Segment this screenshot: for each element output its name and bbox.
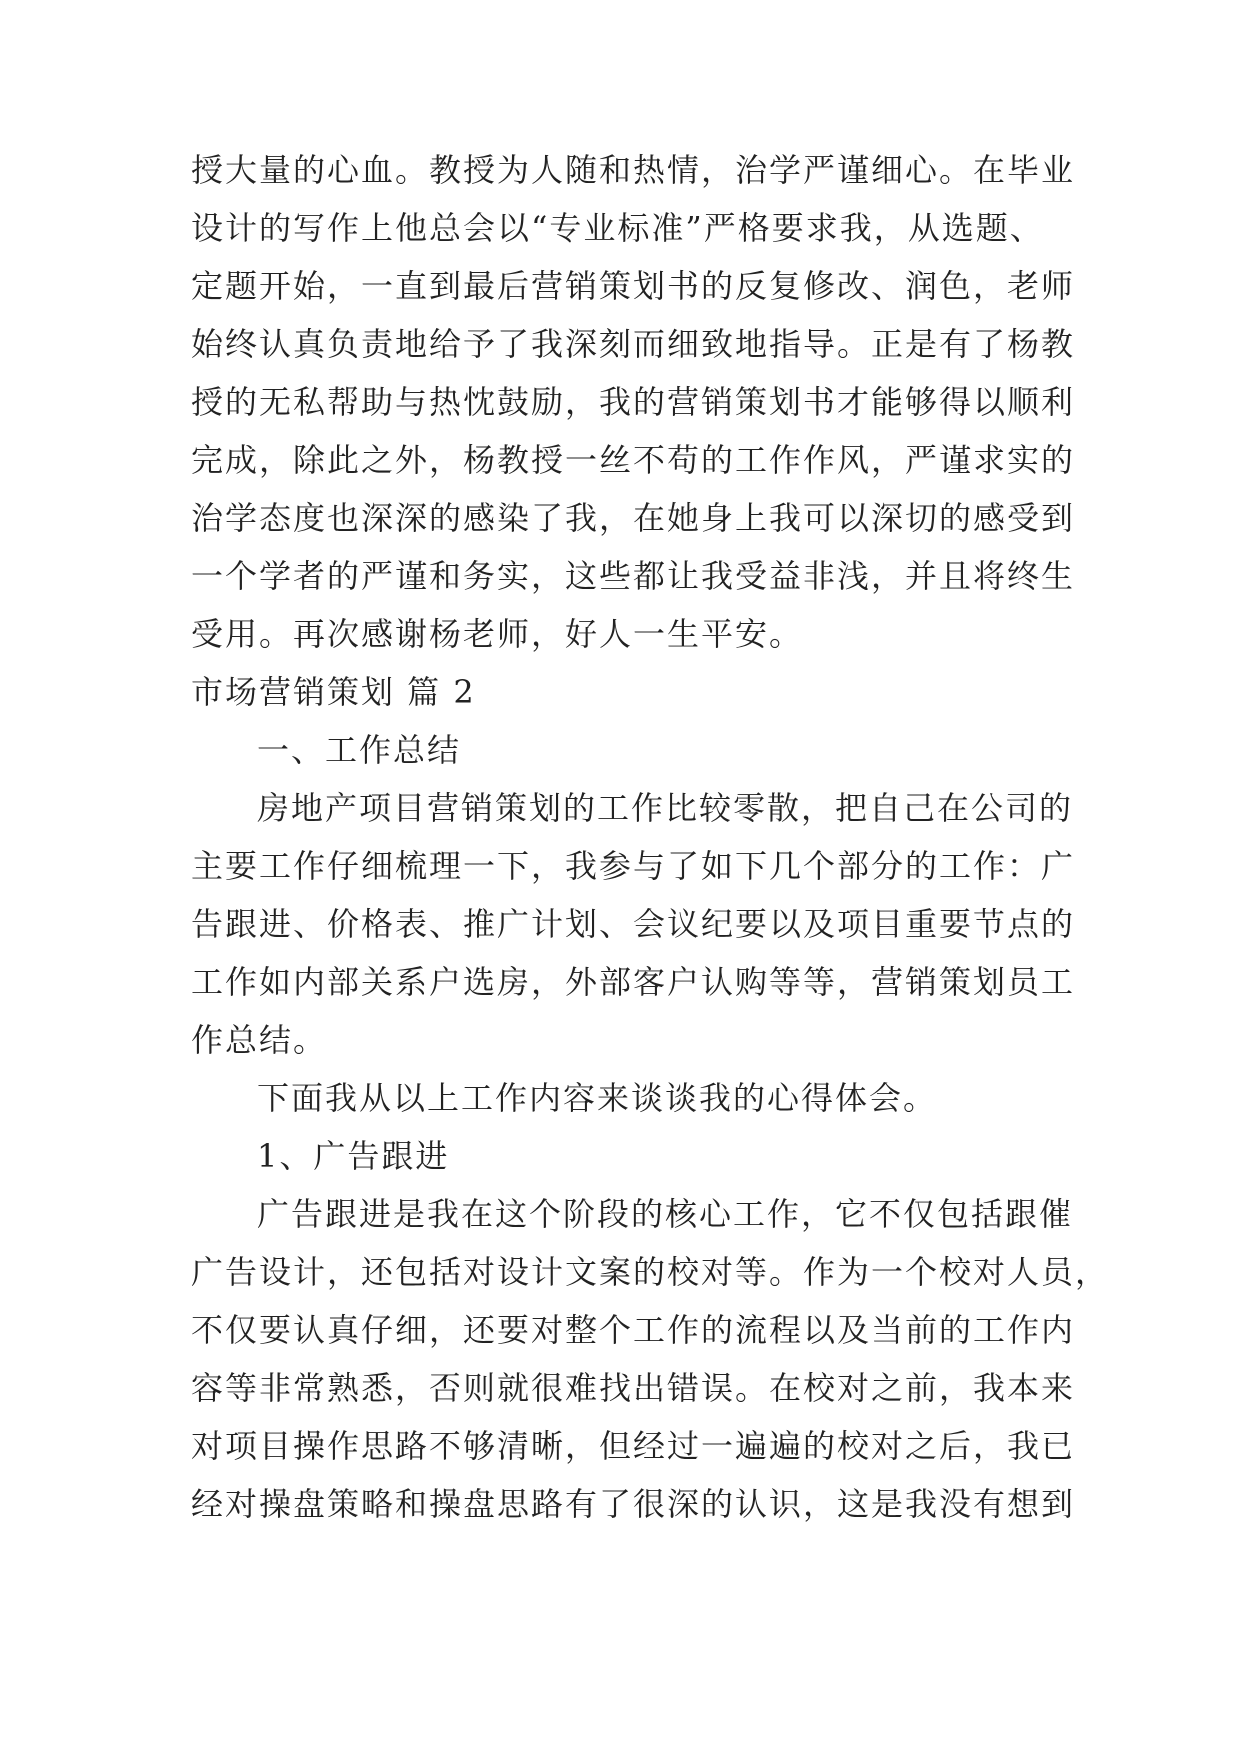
text-line: 不仅要认真仔细，还要对整个工作的流程以及当前的工作内 [191,1311,1076,1349]
text-line: 下面我从以上工作内容来谈谈我的心得体会。 [257,1079,938,1117]
section-heading: 市场营销策划 篇 2 [191,673,476,711]
text-line: 工作如内部关系户选房，外部客户认购等等，营销策划员工 [191,963,1076,1001]
text-line: 作总结。 [191,1021,328,1059]
text-line: 一个学者的严谨和务实，这些都让我受益非浅，并且将终生 [191,557,1076,595]
text-line: 房地产项目营销策划的工作比较零散，把自己在公司的 [257,789,1074,827]
text-line: 定题开始，一直到最后营销策划书的反复修改、润色，老师 [191,267,1076,305]
text-line: 告跟进、价格表、推广计划、会议纪要以及项目重要节点的 [191,905,1076,943]
text-line: 完成，除此之外，杨教授一丝不苟的工作作风，严谨求实的 [191,441,1076,479]
text-line: 主要工作仔细梳理一下，我参与了如下几个部分的工作：广 [191,847,1076,885]
text-line: 广告跟进是我在这个阶段的核心工作，它不仅包括跟催 [257,1195,1074,1233]
text-line: 广告设计，还包括对设计文案的校对等。作为一个校对人员， [191,1253,1110,1291]
text-line: 授大量的心血。教授为人随和热情，治学严谨细心。在毕业 [191,151,1076,189]
text-line: 经对操盘策略和操盘思路有了很深的认识，这是我没有想到 [191,1485,1076,1523]
text-line: 治学态度也深深的感染了我，在她身上我可以深切的感受到 [191,499,1076,537]
text-line: 授的无私帮助与热忱鼓励，我的营销策划书才能够得以顺利 [191,383,1076,421]
text-line: 容等非常熟悉，否则就很难找出错误。在校对之前，我本来 [191,1369,1076,1407]
subsection-heading: 一、工作总结 [257,731,462,769]
text-line: 设计的写作上他总会以“专业标准”严格要求我，从选题、 [191,209,1044,247]
text-line: 对项目操作思路不够清晰，但经过一遍遍的校对之后，我已 [191,1427,1076,1465]
subsection-heading: 1、广告跟进 [257,1137,450,1175]
text-line: 始终认真负责地给予了我深刻而细致地指导。正是有了杨教 [191,325,1076,363]
text-line: 受用。再次感谢杨老师，好人一生平安。 [191,615,804,653]
